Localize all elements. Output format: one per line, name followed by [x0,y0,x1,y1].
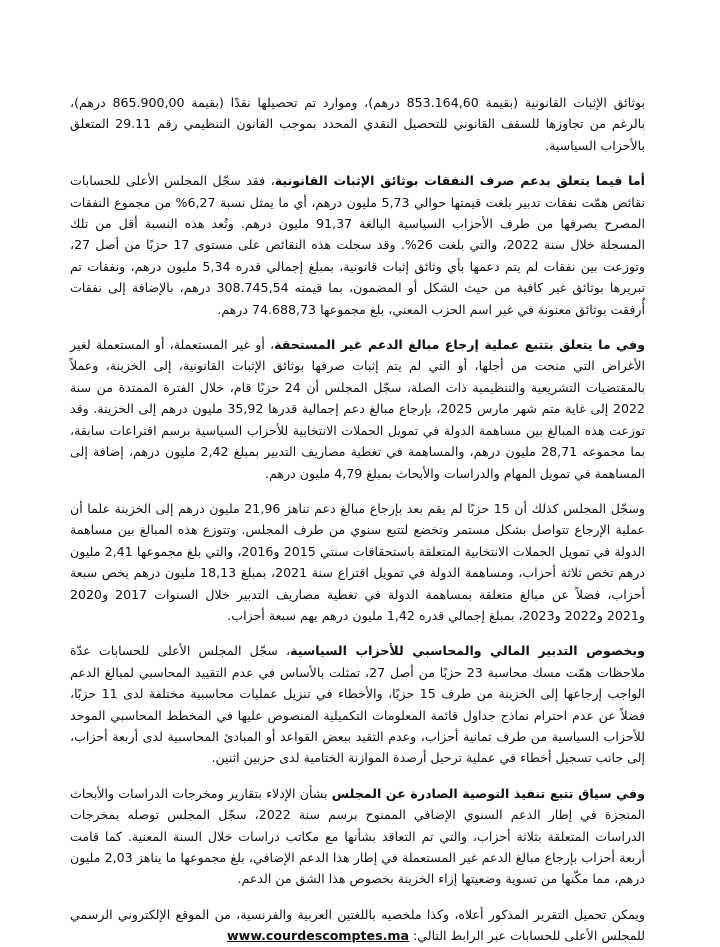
paragraph-lead: وفي ما يتعلق بتتبع عملية إرجاع مبالغ الدعم غير المستحقة [274,337,645,353]
paragraph-body: ، فقد سجّل المجلس الأعلى للحسابات نقائص همّت نفقات تدبير بلغت قيمتها حوالي 5,73 مليون درهم، أي ما يمثل نسبة 6,27% من مجموع النفقات المصرح بصرفها من طرف الأحزاب السياسية البالغة 91,37 مليون درهم. وتُعد هذه النسبة أقل من تلك المسجلة خلال سنة 2022، والتي بلغت 26%. وقد سجلت هذه النقائص على مستوى 17 حزبًا من أصل 27، وتوزعت بين نفقات لم يتم دعمها بأي وثائق إثبات قانونية، بمبلغ إجمالي قدره 5,34 مليون درهم، ونفقات تم تبريرها بوثائق غير كافية من حيث الشكل أو المضمون، بما قيمته 308.745,54 درهم، بالإضافة إلى نفقات أُرفقت بوثائق معنونة في غير اسم الحزب المعني، بلغ مجموعها 74.688,73 درهم. [70,173,645,317]
paragraph-body: ويمكن تحميل التقرير المذكور أعلاه، وكذا ملخصيه باللغتين العربية والفرنسية، من الموقع الإلكتروني الرسمي للمجلس الأعلى للحسابات عبر الرابط التالي: [70,906,645,944]
paragraph-body: بشأن الإدلاء بتقارير ومخرجات الدراسات والأبحاث المنجزة في إطار الدعم السنوي الإضافي الممنوح برسم سنة 2022، سجّل المجلس توصله بمخرجات الدراسات المتعلقة بثلاثة أحزاب، والتي تم التعاقد بشأنها مع مكاتب دراسات خلال السنة المعنية. كما قامت أربعة أحزاب بإرجاع مبالغ الدعم غير المستعملة في إطار هذا الدعم الإضافي، بلغ مجموعها ما يناهز 2,03 مليون درهم، مما مكّنها من تسوية وضعيتها إزاء الخزينة بخصوص هذا الشق من الدعم. [70,785,645,887]
paragraph-download [70,904,645,947]
paragraph-recommendation-followup [70,783,645,890]
paragraph-lead: وفي سياق تتبع تنفيذ التوصية الصادرة عن المجلس [331,785,645,801]
paragraph-lead: أما فيما يتعلق بدعم صرف النفقات بوثائق الإثبات القانونية [274,173,645,189]
paragraph-body: ، أو غير المستعملة، أو المستعملة لغير الأغراض التي منحت من أجلها، أو التي لم يتم إثبات صرفها بوثائق الإثبات القانونية، إلى الخزينة، وعملاً بالمقتضيات التشريعية والتنظيمية ذات الصلة، سجّل المجلس أن 24 حزبًا قام، خلال الفترة الممتدة من سنة 2022 إلى غاية متم شهر مارس 2025، بإرجاع مبالغ دعم إجمالية قدرها 35,92 مليون درهم إلى الخزينة. وقد توزعت هذه المبالغ بين مساهمة الدولة في تمويل الحملات الانتخابية للأحزاب السياسية برسم اقتراعات سابقة، بما مجموعه 28,71 مليون درهم، والمساهمة في تغطية مصاريف التدبير بمبلغ 2,42 مليون درهم، إضافة إلى المساهمة في تمويل المهام والدراسات والأبحاث بمبلغ 4,79 مليون درهم. [70,337,645,481]
website-link[interactable]: www.courdescomptes.ma [227,928,409,944]
paragraph-intro [70,92,645,156]
paragraph-body: ، سجّل المجلس الأعلى للحسابات عدّة ملاحظات همّت مسك محاسبة 23 حزبًا من أصل 27، تمثلت بالأساس في عدم التقييد المحاسبي لمبالغ الدعم الواجب إرجاعها إلى الخزينة من طرف 15 حزبًا، والأخطاء في تنزيل عمليات محاسبية مختلفة لدى 11 حزبًا، فضلاً عن عدم احترام نماذج جداول قائمة المعلومات التكميلية المنصوص عليها في المخطط المحاسبي الموحد للأحزاب السياسية من طرف ثمانية أحزاب، وعدم التقيد ببعض القواعد أو المبادئ المحاسبية لدى أربعة أحزاب، إلى جانب تسجيل أخطاء في عملية ترحيل أرصدة الموازنة الختامية لدى حزبين اثنين. [70,643,646,766]
paragraph-refund-tracking [70,334,645,484]
paragraph-expense-evidence [70,170,645,320]
paragraph-pending-refunds [70,498,645,626]
paragraph-body: بوثائق الإثبات القانونية (بقيمة 853.164,60 درهم)، وموارد تم تحصيلها نقدًا (بقيمة 865.900,00 درهم)، بالرغم من تجاوزها للسقف القانوني للتحصيل النقدي المحدد بموجب القانون التنظيمي رقم 29.11 المتعلق بالأحزاب السياسية. [70,95,646,153]
paragraph-accounting [70,640,645,768]
paragraph-body: وسجّل المجلس كذلك أن 15 حزبًا لم يقم بعد بإرجاع مبالغ دعم تناهز 21,96 مليون درهم إلى الخزينة علما أن عملية الإرجاع تتواصل بشكل مستمر وتخضع لتتبع سنوي من طرف المجلس. وتتوزع هذه المبالغ بين مساهمة الدولة في تمويل الحملات الانتخابية المتعلقة باستحقاقات سنتي 2015 و2016، والتي بلغ مجموعها 2,41 مليون درهم تخص ثلاثة أحزاب، ومساهمة الدولة في تمويل اقتراع سنة 2021، بمبلغ 18,13 مليون درهم يخص سبعة أحزاب، فضلاً عن مبالغ متعلقة بمساهمة الدولة في تغطية مصاريف التدبير خلال السنوات 2017 و2020 و2021 و2022 و2023، بمبلغ إجمالي قدره 1,42 مليون درهم يهم سبعة أحزاب. [70,500,645,623]
paragraph-lead: وبخصوص التدبير المالي والمحاسبي للأحزاب السياسية [290,643,645,659]
